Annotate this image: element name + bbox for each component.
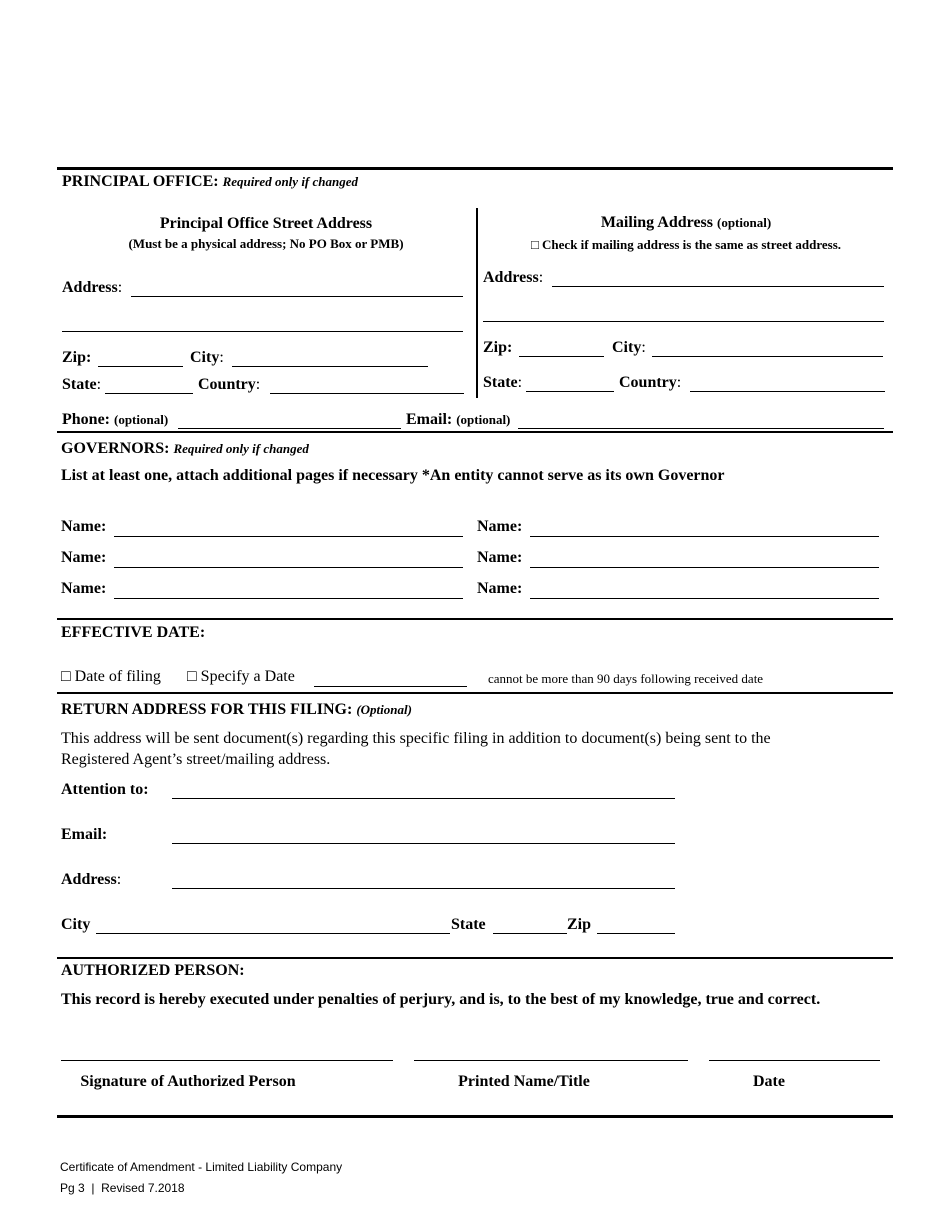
footer-form-title: Certificate of Amendment - Limited Liability Company xyxy=(60,1160,343,1174)
street-state-field[interactable] xyxy=(105,393,193,394)
top-rule xyxy=(57,167,893,170)
authorized-rule xyxy=(57,957,893,959)
governor-name-label: Name: xyxy=(61,518,107,535)
mailing-address-field[interactable] xyxy=(552,286,884,287)
mailing-same-checkbox-row[interactable] xyxy=(478,237,894,253)
return-city-field[interactable] xyxy=(96,933,450,934)
mailing-heading-wrap xyxy=(478,214,894,232)
return-state-field[interactable] xyxy=(493,933,567,934)
governor-name-field[interactable] xyxy=(530,567,879,568)
phone-label: Phone: xyxy=(62,411,110,428)
street-city-label-wrap: City: xyxy=(190,349,224,366)
street-state-label: State xyxy=(62,376,97,393)
street-address-label-wrap: Address: xyxy=(62,279,123,296)
return-title: RETURN ADDRESS FOR THIS FILING: xyxy=(61,701,353,718)
effective-option-filing[interactable] xyxy=(61,668,161,686)
street-address-field[interactable] xyxy=(131,296,463,297)
phone-label-wrap xyxy=(62,411,168,429)
attention-field[interactable] xyxy=(172,798,675,799)
mailing-zip-label: Zip: xyxy=(483,339,513,356)
governor-name-field[interactable] xyxy=(114,598,463,599)
principal-header xyxy=(62,173,358,191)
effective-option-specify[interactable] xyxy=(187,668,295,686)
return-zip-label: Zip xyxy=(567,916,592,933)
governors-title: GOVERNORS: xyxy=(61,440,170,457)
mailing-city-field[interactable] xyxy=(652,356,883,357)
return-address-label-wrap: Address: xyxy=(61,871,122,888)
governor-name-label: Name: xyxy=(477,518,523,535)
governors-note: Required only if changed xyxy=(173,441,309,456)
mailing-city-label: City xyxy=(612,339,642,356)
street-zip-label: Zip: xyxy=(62,349,92,366)
street-heading: Principal Office Street Address xyxy=(159,215,373,232)
street-city-label: City xyxy=(190,349,220,366)
checkbox-icon[interactable]: □ xyxy=(61,668,71,685)
signature-label: Signature of Authorized Person xyxy=(80,1073,296,1090)
effective-option-filing-label: Date of filing xyxy=(74,668,161,685)
return-description-line2: Registered Agent’s street/mailing address. xyxy=(61,751,331,768)
email-note: (optional) xyxy=(456,412,511,427)
effective-note: cannot be more than 90 days following received date xyxy=(488,671,764,686)
mailing-country-label-wrap: Country: xyxy=(619,374,682,391)
mailing-same-checkbox-label: Check if mailing address is the same as street address. xyxy=(542,237,842,252)
return-rule xyxy=(57,692,893,694)
bottom-rule xyxy=(57,1115,893,1118)
governors-rule xyxy=(57,431,893,433)
return-note: (Optional) xyxy=(356,702,412,717)
mailing-state-field[interactable] xyxy=(526,391,614,392)
governor-name-label: Name: xyxy=(61,549,107,566)
street-address-label: Address xyxy=(62,279,118,296)
mailing-zip-field[interactable] xyxy=(519,356,604,357)
phone-field[interactable] xyxy=(178,428,401,429)
street-address-field-line2[interactable] xyxy=(62,331,463,332)
mailing-address-field-line2[interactable] xyxy=(483,321,884,322)
effective-option-specify-label: Specify a Date xyxy=(200,668,295,685)
governor-name-field[interactable] xyxy=(530,598,879,599)
governor-name-label: Name: xyxy=(477,580,523,597)
mailing-address-label-wrap: Address: xyxy=(483,269,544,286)
return-state-label: State xyxy=(451,916,486,933)
street-country-field[interactable] xyxy=(270,393,464,394)
printed-name-field[interactable] xyxy=(414,1060,688,1061)
governor-name-field[interactable] xyxy=(114,536,463,537)
mailing-state-label: State xyxy=(483,374,518,391)
governors-header xyxy=(61,440,309,458)
printed-name-label: Printed Name/Title xyxy=(458,1073,590,1090)
mailing-heading: Mailing Address xyxy=(600,214,713,231)
governors-instruction: List at least one, attach additional pages if necessary *An entity cannot serve as its own Governor xyxy=(61,467,725,484)
return-header xyxy=(61,701,412,719)
return-email-label: Email: xyxy=(61,826,108,843)
checkbox-icon[interactable]: □ xyxy=(187,668,197,685)
street-country-label: Country xyxy=(198,376,256,393)
street-country-label-wrap: Country: xyxy=(198,376,261,393)
authorized-statement: This record is hereby executed under penalties of perjury, and is, to the best of my knowledge, true and correct. xyxy=(61,991,821,1008)
effective-title: EFFECTIVE DATE: xyxy=(61,624,206,641)
checkbox-icon[interactable]: □ xyxy=(530,237,539,252)
email-field[interactable] xyxy=(518,428,884,429)
governor-name-field[interactable] xyxy=(114,567,463,568)
principal-note: Required only if changed xyxy=(222,174,359,189)
effective-date-field[interactable] xyxy=(314,686,467,687)
mailing-address-label: Address xyxy=(483,269,539,286)
authorized-title: AUTHORIZED PERSON: xyxy=(61,962,245,979)
governor-name-field[interactable] xyxy=(530,536,879,537)
return-address-label: Address xyxy=(61,871,117,888)
mailing-city-label-wrap: City: xyxy=(612,339,646,356)
principal-title: PRINCIPAL OFFICE: xyxy=(62,173,219,190)
return-description-line1: This address will be sent document(s) regarding this specific filing in addition to document(s) being sent to the xyxy=(61,730,771,747)
attention-label: Attention to: xyxy=(61,781,149,798)
email-label: Email: xyxy=(406,411,453,428)
mailing-country-label: Country xyxy=(619,374,677,391)
governor-name-label: Name: xyxy=(61,580,107,597)
return-address-field[interactable] xyxy=(172,888,675,889)
mailing-heading-note: (optional) xyxy=(717,215,772,230)
return-city-label: City xyxy=(61,916,91,933)
mailing-state-label-wrap: State: xyxy=(483,374,523,391)
footer-page-info: Pg 3 | Revised 7.2018 xyxy=(60,1181,185,1195)
signature-field[interactable] xyxy=(61,1060,393,1061)
email-label-wrap xyxy=(406,411,510,429)
street-state-label-wrap: State: xyxy=(62,376,102,393)
return-zip-field[interactable] xyxy=(597,933,675,934)
governor-name-label: Name: xyxy=(477,549,523,566)
date-label: Date xyxy=(753,1073,785,1090)
effective-rule xyxy=(57,618,893,620)
street-subheading: (Must be a physical address; No PO Box or PMB) xyxy=(128,236,404,251)
street-city-field[interactable] xyxy=(232,366,428,367)
phone-note: (optional) xyxy=(114,412,169,427)
date-field[interactable] xyxy=(709,1060,880,1061)
street-zip-field[interactable] xyxy=(98,366,183,367)
mailing-country-field[interactable] xyxy=(690,391,885,392)
return-email-field[interactable] xyxy=(172,843,675,844)
